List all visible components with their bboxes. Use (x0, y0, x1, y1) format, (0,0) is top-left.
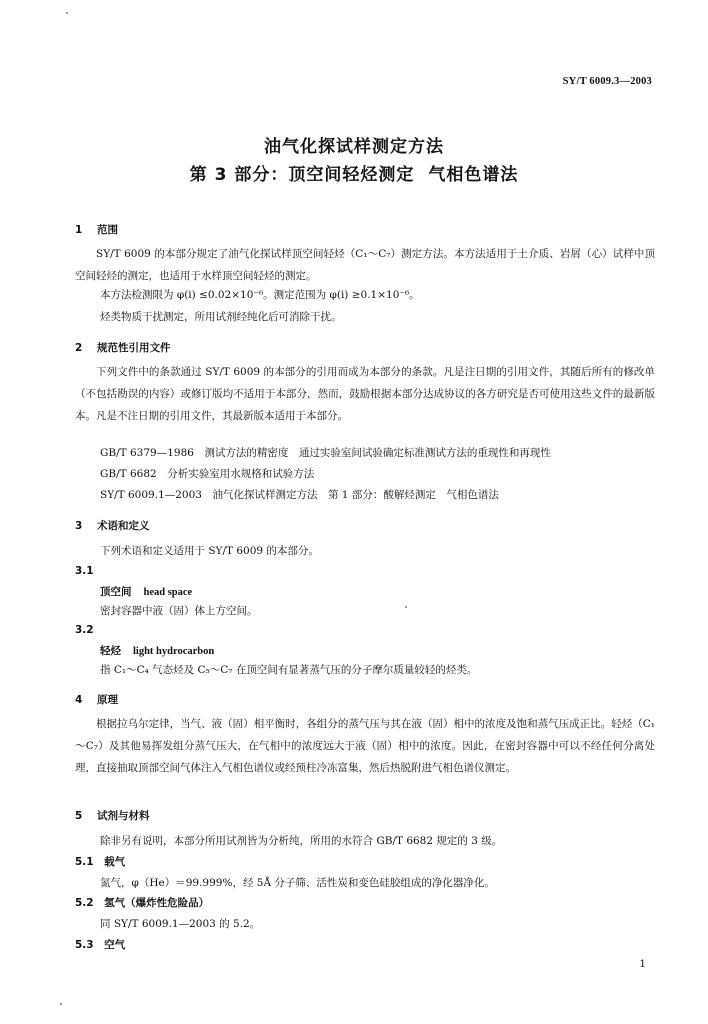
term-chinese: 顶空间 (100, 586, 132, 598)
term-number: 3.2 (75, 624, 94, 636)
doc-title-method: 气相色谱法 (428, 165, 519, 185)
scan-speck (60, 1003, 62, 1005)
section-2-heading (75, 340, 171, 355)
section-3-paragraph-1: 下列术语和定义适用于 SY/T 6009 的本部分。 (100, 545, 319, 557)
section-title: 术语和定义 (97, 520, 150, 532)
section-4-paragraph-1: 根据拉乌尔定律，当气、液（固）相平衡时，各组分的蒸气压与其在液（固）相中的浓度及饱和蒸气压成正比。轻烃（C₁～C₇）及其他易挥发组分蒸气压大，在气相中的浓度远大于液（固）相中的浓度。因此，在密封容器中可以不经任何分离处理，直接抽取顶部空间气体注入气相色谱仪或经预柱冷冻富集，然后热脱附进气相色谱仪测定。 (75, 718, 655, 774)
subsection-5-3-heading (75, 937, 125, 952)
term-english: light hydrocarbon (133, 646, 215, 657)
scan-speck (66, 12, 68, 14)
standard-code: SY/T 6009.3—2003 (562, 76, 652, 87)
subsection-number: 5.3 (75, 939, 94, 951)
subsection-number: 5.1 (75, 856, 94, 868)
term-number: 3.1 (75, 565, 94, 577)
section-1-paragraph-1: SY/T 6009 的本部分规定了油气化探试样顶空间轻烃（C₁～C₇）测定方法。本方法适用于土介质、岩屑（心）试样中顶空间轻烃的测定，也适用于水样顶空间轻烃的测定。 (75, 248, 655, 282)
subsection-title: 氢气（爆炸性危险品） (104, 897, 210, 909)
section-title: 范围 (97, 224, 118, 236)
section-title: 原理 (97, 694, 118, 706)
term-english: head space (143, 587, 193, 598)
reference-title: 测试方法的精密度 通过实验室间试验确定标准测试方法的重现性和再现性 (204, 447, 551, 459)
subsection-5-2-heading (75, 895, 209, 910)
reference-item (100, 487, 499, 502)
subsection-5-1-text: 氮气，φ（He）＝99.999%，经 5Å 分子筛、活性炭和变色硅胶组成的净化器净化。 (100, 877, 495, 889)
section-number: 2 (75, 342, 83, 354)
subsection-5-1-heading (75, 854, 125, 869)
reference-title: 油气化探试样测定方法 第 1 部分：酸解烃测定 气相色谱法 (212, 489, 499, 501)
reference-title: 分析实验室用水规格和试验方法 (167, 468, 315, 480)
section-3-heading (75, 518, 150, 533)
doc-title-line1: 油气化探试样测定方法 (264, 137, 444, 157)
section-1-heading (75, 222, 118, 237)
reference-item (100, 445, 551, 460)
section-1-paragraph-3: 烃类物质干扰测定，所用试剂经纯化后可消除干扰。 (100, 311, 342, 323)
section-title: 试剂与材料 (97, 810, 150, 822)
term-definition: 指 C₁～C₄ 气态烃及 C₅～C₇ 在顶空间有显著蒸气压的分子摩尔质量较轻的烃类。 (100, 664, 478, 676)
reference-code: GB/T 6379—1986 (100, 447, 194, 459)
section-number: 4 (75, 694, 83, 706)
section-title: 规范性引用文件 (97, 342, 171, 354)
section-5-paragraph-1: 除非另有说明，本部分所用试剂皆为分析纯，所用的水符合 GB/T 6682 规定的 3 级。 (100, 835, 503, 847)
subsection-5-2-text: 同 SY/T 6009.1—2003 的 5.2。 (100, 918, 261, 930)
subsection-title: 空气 (104, 939, 126, 951)
term-chinese: 轻烃 (100, 645, 121, 657)
term-definition: 密封容器中液（固）体上方空间。 (100, 605, 258, 617)
section-5-heading (75, 808, 150, 823)
section-number: 3 (75, 520, 83, 532)
subsection-number: 5.2 (75, 897, 94, 909)
section-2-paragraph-1: 下列文件中的条款通过 SY/T 6009 的本部分的引用而成为本部分的条款。凡是注日期的引用文件，其随后所有的修改单（不包括勘误的内容）或修订版均不适用于本部分，然而，鼓励根据本部分达成协议的各方研究是否可使用这些文件的最新版本。凡是不注日期的引用文件，其最新版本适用于本部分。 (75, 366, 655, 422)
section-4-heading (75, 692, 118, 707)
page-number: 1 (639, 958, 646, 970)
doc-title-line2 (0, 160, 708, 185)
scan-speck (405, 606, 407, 608)
term-heading (100, 643, 214, 658)
doc-title-part: 第 3 部分：顶空间轻烃测定 (189, 165, 415, 185)
section-number: 1 (75, 224, 83, 236)
reference-item (100, 466, 314, 481)
reference-code: GB/T 6682 (100, 468, 157, 480)
term-heading (100, 584, 192, 599)
subsection-title: 载气 (104, 856, 126, 868)
section-1-paragraph-2: 本方法检测限为 φ(i) ≤0.02×10⁻⁶。测定范围为 φ(i) ≥0.1×10⁻⁶。 (100, 289, 420, 301)
reference-code: SY/T 6009.1—2003 (100, 489, 202, 501)
section-number: 5 (75, 810, 83, 822)
